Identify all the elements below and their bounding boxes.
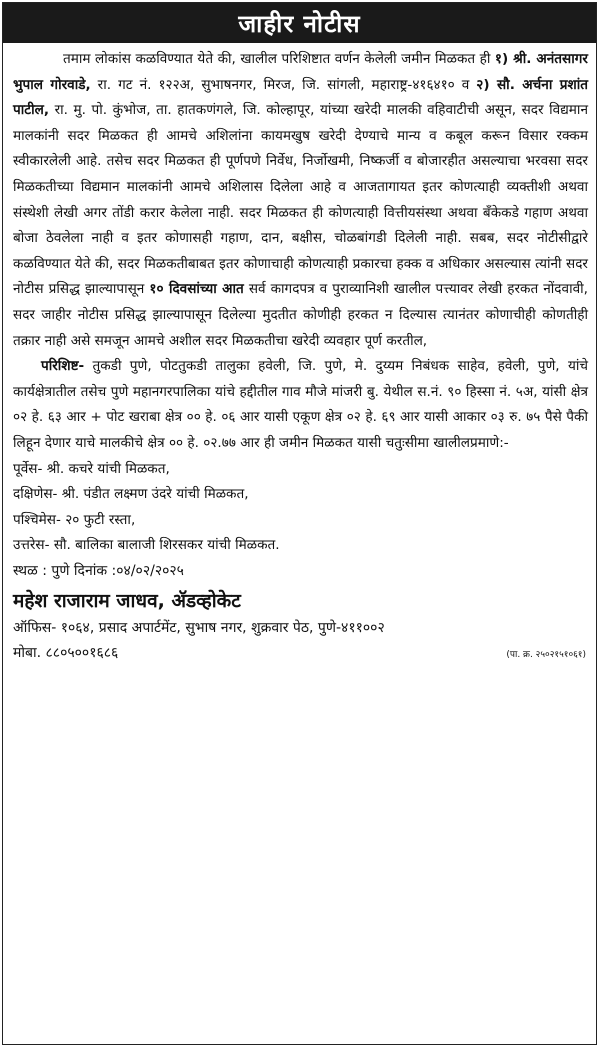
paragraph-text-details: रा. मु. पो. कुंभोज, ता. हातकणंगले, जि. कोल्हापूर, यांच्या खरेदी मालकी वहिवाटीची असून, सदर विद्यमान मालकांनी सदर मिळकत ही आमचे अशिलांना कायमखुष खरेदी देण्याचे मान्य व कबूल करून विसार रक्कम स्वीकारलेली आहे. तसेच सदर मिळकत ही पूर्णपणे निर्वेध, निर्जोखमी, निष्कर्जी व बोजारहीत असल्याचा भरवसा सदर मिळकतीच्या विद्यमान मालकांनी आमचे अशिलास दिलेला आहे व आजतागायत इतर कोणत्याही व्यक्तीशी अथवा संस्थेशी लेखी अगर तोंडी करार केलेला नाही. सदर मिळकत ही कोणत्याही वित्तीयसंस्था अथवा बँकेकडे गहाण अथवा बोजा ठेवलेला नाही व इतर कोणासही गहाण, दान, बक्षीस, चोळबांगडी दिलेली नाही. सबब, सदर नोटीसीद्वारे कळविण्यात येते की, सदर मिळकतीबाबत इतर कोणाचाही कोणत्याही प्रकारचा हक्क व अधिकार असल्यास त्यांनी सदर नोटीस प्रसिद्ध झाल्यापासून (13, 102, 588, 298)
owner-two-name: २) सौ. अर्चना प्रशांत पाटील, (13, 76, 589, 119)
contact-row (13, 641, 588, 668)
paragraph-text-intro: तमाम लोकांस कळविण्यात येते की, खालील परिशिष्टात वर्णन केलेली जमीन मिळकत ही (63, 51, 495, 67)
advocate-name: महेश राजाराम जाधव, ॲडव्होकेट (13, 590, 241, 613)
notice-content (3, 43, 596, 668)
objection-deadline: १० दिवसांच्या आत (149, 281, 244, 298)
paragraph-text-address-one: रा. गट नं. १२२अ, सुभाषनगर, मिरज, जि. सांगली, महाराष्ट्र-४१६४१० व (90, 76, 477, 93)
notice-title: जाहीर नोटीस (3, 3, 596, 43)
mobile-number: मोबा. ८८०५००१६८६ (13, 645, 119, 662)
owner-one-name: १) श्री. अनंतसागर भुपाल गोरवाडे, (13, 51, 588, 93)
public-notice (2, 2, 597, 1045)
paragraph-text-closing: सर्व कागदपत्र व पुराव्यानिशी खालील पत्त्यावर लेखी हरकत नोंदवावी, सदर जाहीर नोटीस प्रसिद्ध झाल्यापासून दिलेल्या मुदतीत कोणीही हरकत न दिल्यास त्यानंतर कोणाचीही कोणतीही तक्रार नाही असे समजून आमचे अशील सदर मिळकतीचा खरेदी व्यवहार पूर्ण करतील, (13, 281, 588, 349)
boundary-east: पूर्वेस- श्री. कचरे यांची मिळकत, (13, 460, 170, 477)
office-address: ऑफिस- १०६४, प्रसाद अपार्टमेंट, सुभाष नगर, शुक्रवार पेठ, पुणे-४११००२ (13, 620, 385, 637)
place-and-date: स्थळ : पुणे दिनांक :०४/०२/२०२५ (13, 562, 184, 579)
notice-main-paragraph (13, 47, 588, 354)
reference-number: (पा. क्र. २५०२१५१०६१) (506, 650, 586, 661)
schedule-text: तुकडी पुणे, पोटतुकडी तालुका हवेली, जि. पुणे, मे. दुय्यम निबंधक साहेव, हवेली, पुणे, यांचे कार्यक्षेत्रातील तसेच पुणे महानगरपालिका यांचे हद्दीतील गाव मौजे मांजरी बु. येथील स.नं. ९० हिस्सा नं. ५अ, यांसी क्षेत्र ०२ हे. ६३ आर + पोट खराबा क्षेत्र ०० हे. ०६ आर यासी एकूण क्षेत्र ०२ हे. ६९ आर यासी आकार ०३ रु. ७५ पैसे पैकी लिहून देणार याचे मालकीचे क्षेत्र ०० हे. ०२.७७ आर ही जमीन मिळकत यासी चतुःसीमा खालीलप्रमाणे:- (13, 358, 588, 451)
boundary-north: उत्तरेस- सौ. बालिका बालाजी शिरसकर यांची मिळकत. (13, 537, 280, 554)
boundary-south: दक्षिणेस- श्री. पंडीत लक्ष्मण उंदरे यांची मिळकत, (13, 486, 249, 503)
boundary-west: पश्चिमेस- २० फुटी रस्ता, (13, 511, 136, 528)
schedule-label: परिशिष्ट- (41, 358, 85, 375)
schedule-paragraph (13, 354, 588, 456)
